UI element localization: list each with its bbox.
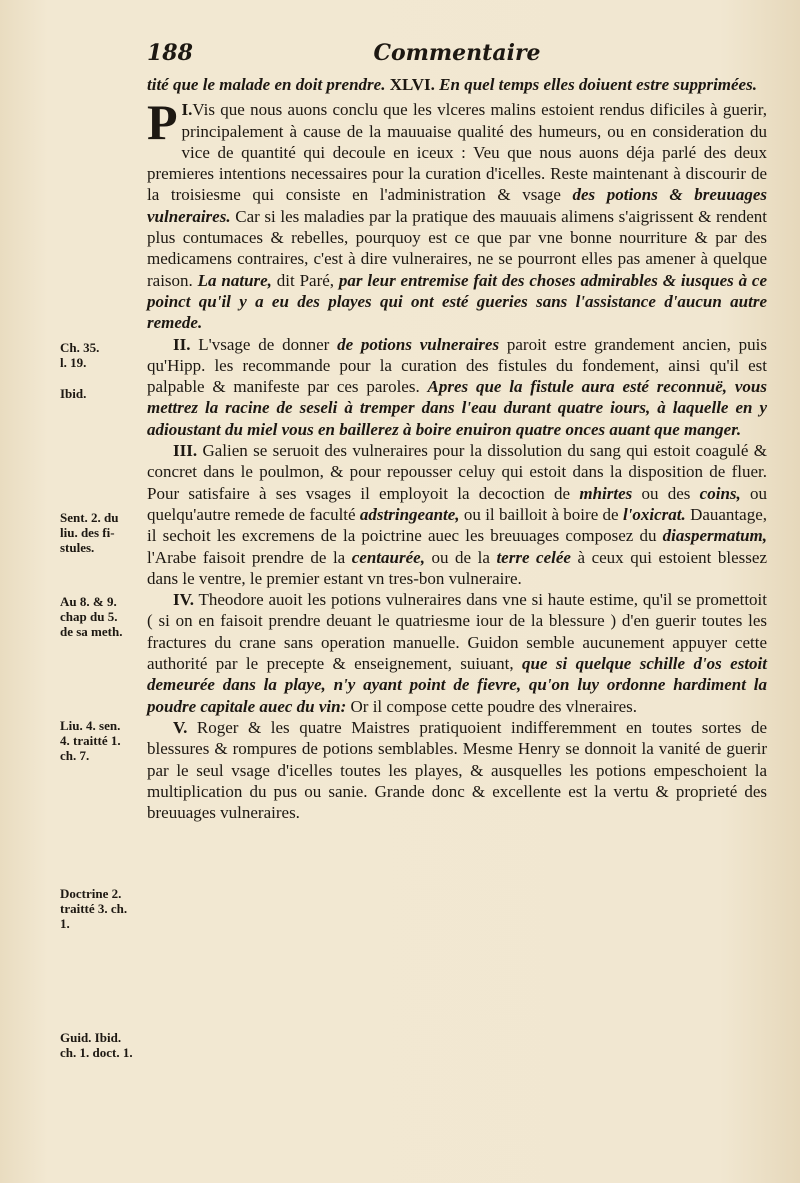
text-run: dit Paré, [271,270,339,290]
text-run: l'Arabe faisoit prendre de la [147,547,352,567]
paragraph-number: II. [173,334,191,354]
paragraph [147,717,767,823]
margin-notes [60,0,144,1183]
margin-note: Liu. 4. sen. 4. traitté 1. ch. 7. [60,718,121,763]
text-run: Roger & les quatre Maistres pratiquoient indifferemment en toutes sortes de blessures & rompures de potions semblables. Mesme Henry se donnoit la vanité de guerir par le seul vsage d'icelles toutes les playes, & ausquelles les potions empeschoient la multiplication du pus ou sanie. Grande donc & excellente est la vertu & proprieté des breuuages vulneraires. [147,717,767,823]
italic-run: adstringeante, [359,504,460,524]
text-run: ou de la [424,547,497,567]
italic-run: terre celée [496,547,571,567]
paragraph [147,440,767,589]
running-title: Commentaire [373,40,541,66]
page-header [147,40,767,74]
margin-note: Ibid. [60,386,87,401]
text-run: à ceux qui estoient blessez dans le ventre, le premier estant vn tres-bon vulneraire. [147,547,767,588]
text-run: Theodore auoit les potions vulneraires dans vne si haute estime, qu'il se promettoit ( si on en faisoit prendre deuant le quatriesme iour de la blessure ) d'en guerir toutes les fractures du crane sans operation manuelle. Guidon semble aucunement appuyer cette authorité par le precepte & enseignement, suiuant, [147,590,767,674]
italic-run: de potions vulneraires [337,334,500,354]
text-run: Car si les maladies par la pratique des mauuais alimens s'aigrissent & rendent plus contumaces & rebelles, pourquoy est ce que par vne bonne nourriture & par des medicamens contraires, c'est à dire vulneraires, ne se pourront elles pas amener à quelque raison. [147,206,767,290]
margin-note: Doctrine 2. traitté 3. ch. 1. [60,886,128,931]
italic-run: La nature, [197,270,272,290]
margin-note: Ch. 35. l. 19. [60,340,100,370]
text-run: Dauantage, il sechoit les excremens de la poictrine auec les breuuages composez du [147,504,768,546]
paragraph [147,589,767,717]
text-run: ou des [632,483,700,503]
page-number: 188 [147,40,193,66]
text-run: ou quelqu'autre remede de faculté [147,483,768,524]
margin-note: Sent. 2. du liu. des fi- stules. [60,510,119,555]
italic-run: mhirtes [579,483,633,503]
italic-run: Apres que la fistule aura esté reconnuë, vous mettrez la racine de seseli à tremper dans l'eau durant quatre iours, à laquelle en y adioustant du miel vous en baillerez à boire enuiron quatre onces auant que manger. [147,377,767,439]
text-run: Galien se seruoit des vulneraires pour la dissolution du sang qui estoit coagulé & concret dans le poulmon, & pour repousser celuy qui estoit dans la disposition de fluer. Pour satisfaire à ses vsages il employoit la decoction de [147,441,767,503]
drop-cap: P [147,94,178,151]
italic-run: que si quelque schille d'os estoit demeurée dans la playe, n'y ayant point de fievre, qu'on luy ordonne hardiment la poudre capitale auec du vin: [147,654,768,716]
text-run: Vis que nous auons conclu que les vlceres malins estoient rendus dificiles à guerir, principalement à cause de la mauuaise qualité des humeurs, ou en consideration du vice de quantité qui decoule en iceux : Veu que nous auons déja parlé des deux premieres intentions necessaires pour la curation d'icelles. Reste maintenant à discourir de la troisiesme qui consiste en l'administration & vsage [147,100,767,205]
text-run: ou il bailloit à boire de [459,504,623,524]
paragraph-number: V. [173,717,188,737]
text-run: paroit estre grandement ancien, puis qu'Hipp. les recommande pour la curation des fistules du fondement, ainsi qu'il est palpable & manifeste par ces paroles. [147,334,767,397]
paragraph-number: I. [181,100,193,120]
paragraph-number: III. [173,441,198,461]
italic-run: coins, [699,483,741,503]
section-heading: tité que le malade en doit prendre. XLVI. En quel temps elles doiuent estre supprimées. [147,75,757,94]
paragraph-number: IV. [173,590,194,610]
margin-note: Guid. Ibid. ch. 1. doct. 1. [60,1030,133,1060]
text-run: Or il compose cette poudre des vlneraires. [346,696,638,716]
italic-run: l'oxicrat. [622,504,686,524]
paragraphs [147,94,768,823]
italic-run: diaspermatum, [662,526,767,546]
italic-run: des potions & breuuages vulneraires. [147,185,767,226]
italic-run: par leur entremise fait des choses admirables & iusques à ce poinct qu'il y a eu des playes qui ont esté gueries sans l'assistance d'aucun autre remede. [147,270,768,333]
italic-run: centaurée, [351,547,425,567]
paragraph [147,334,767,440]
text-run: L'vsage de donner [190,334,338,354]
margin-note: Au 8. & 9. chap du 5. de sa meth. [60,594,123,639]
paragraph [147,94,768,333]
text-body [147,74,767,823]
